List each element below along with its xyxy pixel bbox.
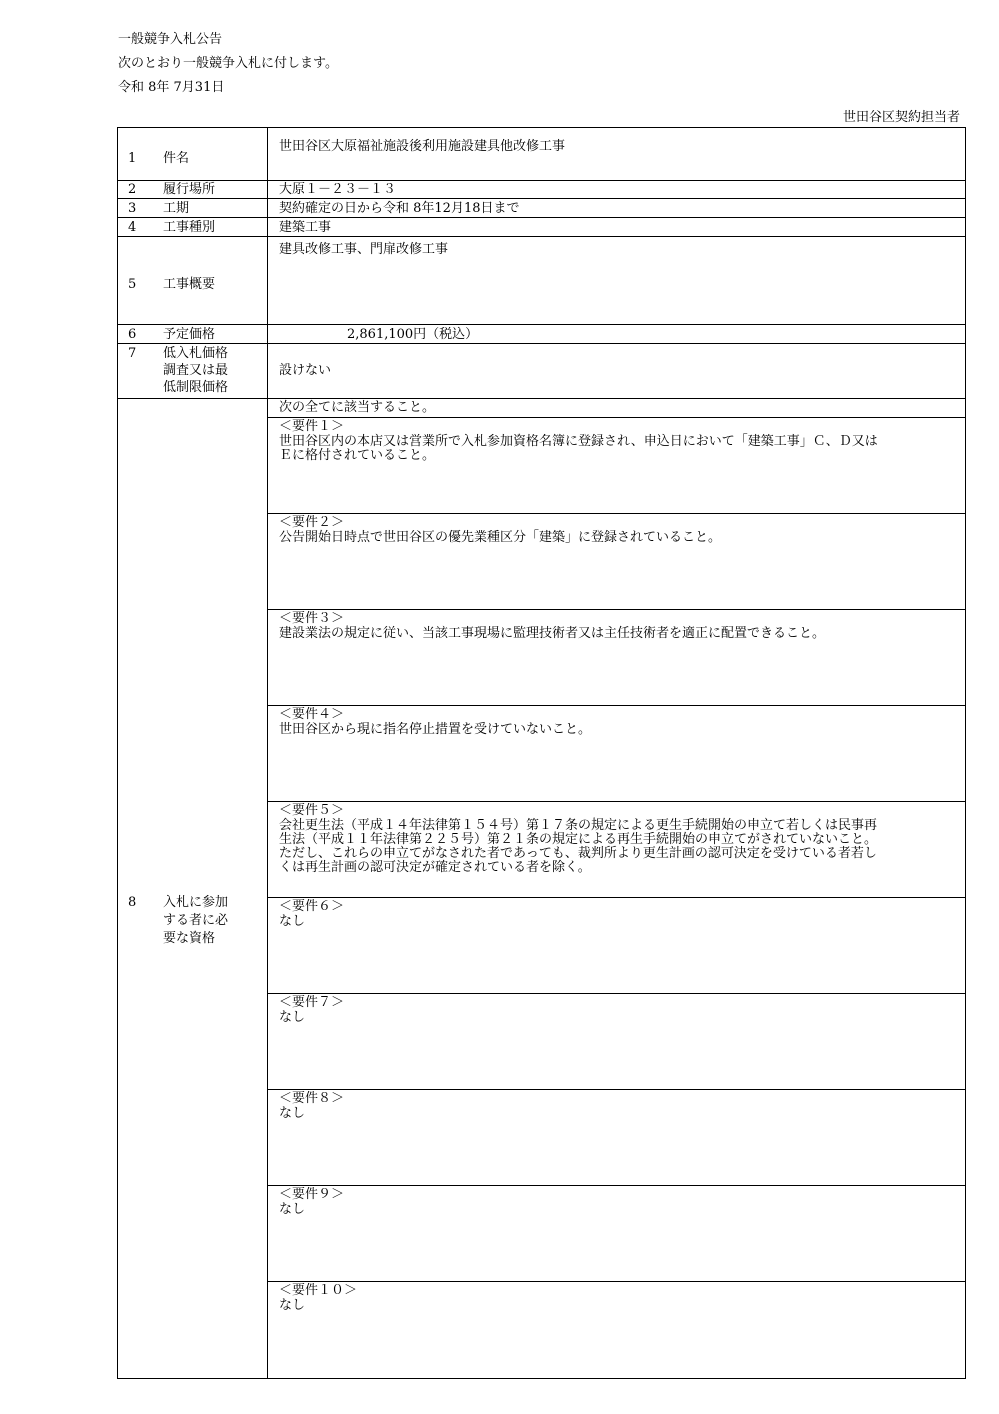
row-number: 4 [128,220,137,235]
row-number: 6 [128,327,137,342]
requirement-title: ＜要件４＞ [279,707,345,722]
requirement-title: ＜要件７＞ [279,995,345,1010]
requirement-title: ＜要件５＞ [279,803,345,818]
row-label: 工期 [163,201,190,216]
row-6-value-cell [267,324,966,344]
requirement-8 [267,1089,966,1186]
construction-period: 契約確定の日から令和 8年12月18日まで [279,201,520,216]
requirement-text: なし [279,1010,306,1025]
low-bid-price: 設けない [279,363,332,378]
requirement-5 [267,801,966,898]
requirement-title: ＜要件９＞ [279,1187,345,1202]
row-3-value-cell [267,198,966,218]
row-number: 7 [128,346,137,361]
requirement-title: ＜要件１＞ [279,419,345,434]
row-1-value-cell [267,127,966,181]
requirement-text: なし [279,914,306,929]
row-label: 工事概要 [163,277,216,292]
requirement-title: ＜要件６＞ [279,899,345,914]
row-2-value-cell [267,180,966,199]
row-4-label-cell [117,217,268,237]
row-6-label-cell [117,324,268,344]
row-3-label-cell [117,198,268,218]
requirement-text: 世田谷区内の本店又は営業所で入札参加資格名簿に登録され、申込日において「建築工事」Ｃ、Ｄ又はＥに格付されていること。 [279,434,878,463]
row-number: 1 [128,151,137,166]
row-number: 2 [128,182,137,197]
requirement-title: ＜要件２＞ [279,515,345,530]
row-1-label-cell [117,127,268,181]
row-number: 5 [128,277,137,292]
row-number: 3 [128,201,137,216]
row-label-line: する者に必 [163,913,229,928]
requirement-text: 建設業法の規定に従い、当該工事現場に監理技術者又は主任技術者を適正に配置できること。 [279,626,826,641]
row-label: 工事種別 [163,220,216,235]
notice-date: 令和 8年 7月31日 [118,80,225,95]
row-number: 8 [128,895,137,910]
requirement-9 [267,1185,966,1282]
requirement-3 [267,609,966,706]
qualification-intro: 次の全てに該当すること。 [279,400,436,415]
location: 大原１－２３－１３ [279,182,397,197]
work-type: 建築工事 [279,220,332,235]
qualification-intro-cell [267,398,966,418]
row-label-line: 低制限価格 [163,380,229,395]
row-label-line: 要な資格 [163,931,216,946]
estimated-price: 2,861,100円（税込） [347,327,479,342]
requirement-10 [267,1281,966,1379]
requirement-4 [267,705,966,802]
row-label-line: 調査又は最 [163,363,229,378]
requirement-text: なし [279,1106,306,1121]
requirement-title: ＜要件８＞ [279,1091,345,1106]
row-7-value-cell [267,343,966,399]
requirement-1 [267,417,966,514]
requirement-text: なし [279,1202,306,1217]
row-2-label-cell [117,180,268,199]
project-name: 世田谷区大原福祉施設後利用施設建具他改修工事 [279,139,566,154]
requirement-text: 会社更生法（平成１４年法律第１５４号）第１７条の規定による更生手続開始の申立て若しくは民事再生法（平成１１年法律第２２５号）第２１条の規定による再生手続開始の申立てがされていないこと。ただし、これらの申立てがなされた者であっても、裁判所より更生計画の認可決定を受けている者若しくは再生計画の認可決定が確定されている者を除く。 [279,818,878,875]
notice-issuer: 世田谷区契約担当者 [842,110,960,125]
row-5-label-cell [117,236,268,325]
row-4-value-cell [267,217,966,237]
row-7-label-cell [117,343,268,399]
row-label: 履行場所 [163,182,216,197]
row-label-line: 低入札価格 [163,346,229,361]
requirement-text: 世田谷区から現に指名停止措置を受けていないこと。 [279,722,592,737]
row-label: 予定価格 [163,327,216,342]
work-summary: 建具改修工事、門扉改修工事 [279,242,449,257]
requirement-6 [267,897,966,994]
requirement-title: ＜要件３＞ [279,611,345,626]
row-8-label-cell [117,398,268,1379]
requirement-title: ＜要件１０＞ [279,1283,358,1298]
requirement-text: なし [279,1298,306,1313]
row-label-line: 入札に参加 [163,895,229,910]
notice-title: 一般競争入札公告 [118,32,223,47]
requirement-text: 公告開始日時点で世田谷区の優先業種区分「建築」に登録されていること。 [279,530,722,545]
row-5-value-cell [267,236,966,325]
requirement-2 [267,513,966,610]
row-label: 件名 [163,151,190,166]
requirement-7 [267,993,966,1090]
notice-intro: 次のとおり一般競争入札に付します。 [118,56,338,71]
